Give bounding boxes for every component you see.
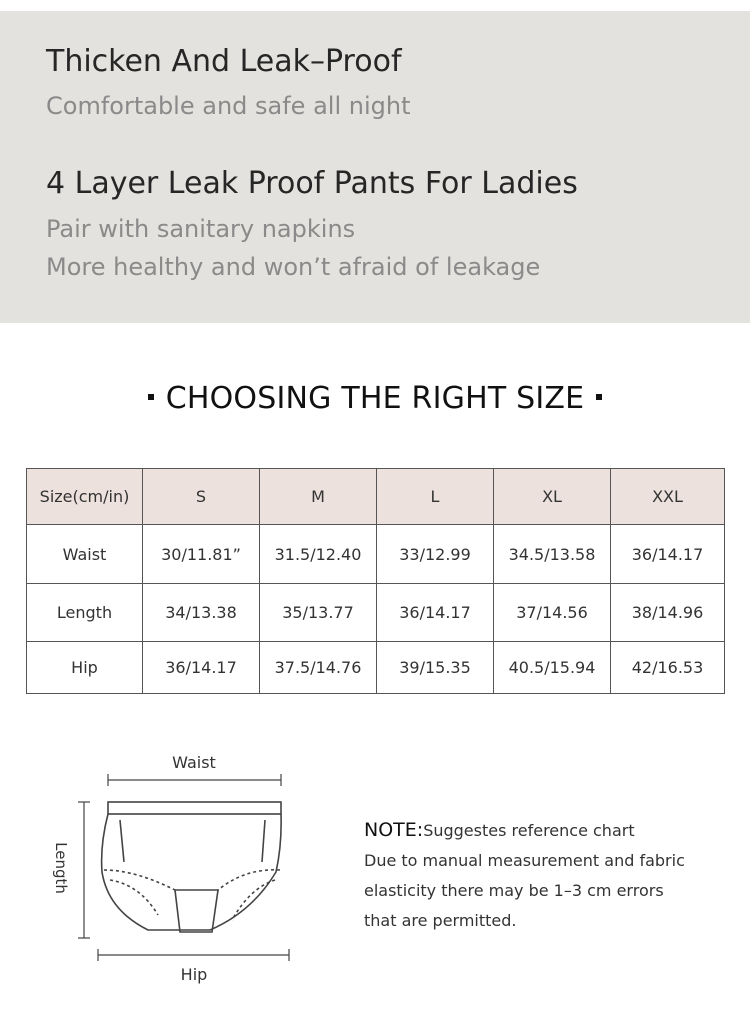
section-heading-text: CHOOSING THE RIGHT SIZE: [165, 381, 585, 416]
table-header-row: [27, 469, 725, 525]
note-line-2: elasticity there may be 1–3 cm errors: [364, 881, 664, 900]
table-cell: 39/15.35: [377, 642, 494, 694]
table-row: [27, 525, 725, 584]
table-cell: Length: [27, 584, 143, 642]
table-cell: 34.5/13.58: [494, 525, 611, 584]
note-label: NOTE:: [364, 819, 424, 841]
note-line-1: Due to manual measurement and fabric: [364, 851, 685, 870]
hip-label: Hip: [180, 965, 208, 984]
table-cell: 36/14.17: [377, 584, 494, 642]
banner-subtitle-1: Comfortable and safe all night: [46, 92, 411, 120]
panties-icon: [102, 802, 282, 932]
table-cell: 36/14.17: [611, 525, 725, 584]
waist-measure-line: [108, 774, 281, 786]
table-cell: 35/13.77: [260, 584, 377, 642]
length-measure-line: [78, 802, 90, 938]
header-cell: S: [143, 469, 260, 525]
note-block: [364, 815, 724, 936]
table-cell: 36/14.17: [143, 642, 260, 694]
section-heading: [0, 381, 750, 416]
bullet-square-icon: [596, 394, 602, 400]
banner-title-2: 4 Layer Leak Proof Pants For Ladies: [46, 166, 578, 201]
banner-title-1: Thicken And Leak–Proof: [46, 44, 402, 79]
table-cell: 37.5/14.76: [260, 642, 377, 694]
table-cell: 34/13.38: [143, 584, 260, 642]
table-row: [27, 584, 725, 642]
table-cell: 33/12.99: [377, 525, 494, 584]
table-cell: 31.5/12.40: [260, 525, 377, 584]
bullet-square-icon: [148, 394, 154, 400]
note-heading: [364, 815, 724, 846]
table-row: [27, 642, 725, 694]
table-cell: 37/14.56: [494, 584, 611, 642]
note-line-3: that are permitted.: [364, 911, 517, 930]
hero-banner: [0, 11, 750, 323]
note-label-rest: Suggestes reference chart: [423, 821, 635, 840]
table-cell: 42/16.53: [611, 642, 725, 694]
header-cell: XL: [494, 469, 611, 525]
banner-subtitle-2: Pair with sanitary napkins: [46, 215, 356, 243]
table-cell: Waist: [27, 525, 143, 584]
header-cell: Size(cm/in): [27, 469, 143, 525]
header-cell: XXL: [611, 469, 725, 525]
hip-measure-line: [98, 949, 289, 961]
waist-label: Waist: [172, 753, 216, 772]
header-cell: M: [260, 469, 377, 525]
table-cell: 40.5/15.94: [494, 642, 611, 694]
table-cell: 30/11.81”: [143, 525, 260, 584]
size-chart-table: [26, 468, 725, 694]
length-label: Length: [52, 842, 70, 894]
panties-measurement-diagram: [40, 750, 320, 990]
table-cell: Hip: [27, 642, 143, 694]
table-cell: 38/14.96: [611, 584, 725, 642]
header-cell: L: [377, 469, 494, 525]
banner-subtitle-3: More healthy and won’t afraid of leakage: [46, 253, 541, 281]
